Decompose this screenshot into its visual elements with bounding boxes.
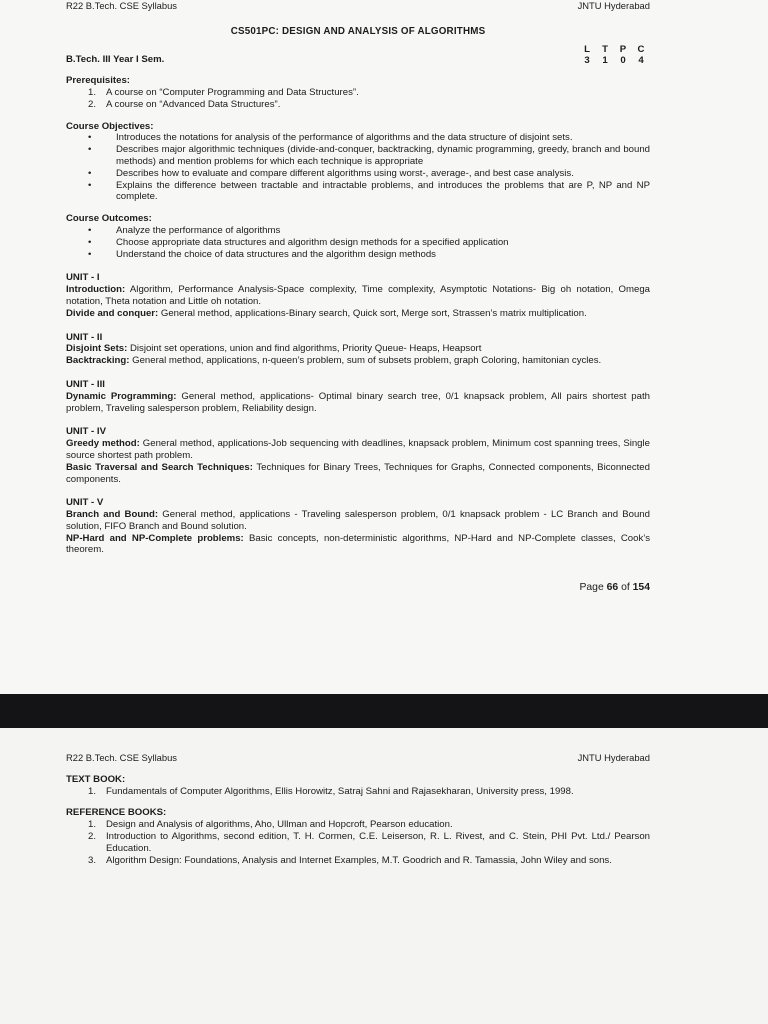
list-item: [88, 786, 650, 798]
page-number: [66, 582, 650, 594]
list-item: [88, 855, 650, 867]
unit-1-heading: UNIT - I: [66, 272, 100, 284]
header-left: R22 B.Tech. CSE Syllabus: [66, 0, 177, 11]
semester-row: [66, 44, 650, 68]
item-text: Introduces the notations for analysis of the performance of algorithms and the data structure of disjoint sets.: [116, 132, 573, 144]
semester-label: B.Tech. III Year I Sem.: [66, 53, 165, 65]
ltpc-label-l: L: [584, 43, 590, 55]
ltpc-label-t: T: [602, 43, 608, 55]
objectives-list: [88, 132, 650, 203]
ltpc-table: [578, 44, 650, 68]
unit-1-paragraph: [66, 308, 650, 320]
item-text: Algorithm Design: Foundations, Analysis and Internet Examples, M.T. Goodrich and R. Tamassia, John Wiley and sons.: [106, 854, 612, 866]
page-prefix: Page: [579, 582, 604, 594]
list-item: [88, 237, 650, 249]
item-text: Describes major algorithmic techniques (divide-and-conquer, backtracking, dynamic programming, greedy, branch and bound methods) and mention problems for which each technique is appropriate: [116, 144, 650, 167]
bullet-icon: •: [88, 224, 92, 236]
page-total: 154: [632, 582, 650, 594]
list-item: [88, 87, 650, 99]
reference-books-heading: REFERENCE BOOKS:: [66, 807, 167, 819]
topic-body: Disjoint set operations, union and find algorithms, Priority Queue- Heaps, Heapsort: [127, 343, 482, 355]
header-right: JNTU Hyderabad: [577, 0, 650, 11]
item-text: Introduction to Algorithms, second edition, T. H. Cormen, C.E. Leiserson, R. L. Rivest, and C. Stein, PHI Pvt. Ltd./ Pearson Education.: [106, 830, 650, 854]
page-of: of: [621, 582, 630, 594]
topic-body: Algorithm, Performance Analysis-Space complexity, Time complexity, Asymptotic Notations- Big oh notation, Omega notation, Theta notation and Little oh notation.: [66, 284, 650, 307]
bullet-icon: •: [88, 248, 92, 260]
topic-body: General method, applications - Traveling salesperson problem, 0/1 knapsack problem - LC Branch and Bound solution, FIFO Branch and Bound solution.: [66, 509, 650, 532]
topic-body: General method, applications-Job sequencing with deadlines, knapsack problem, Minimum cost spanning trees, Single source shortest path problem.: [66, 438, 650, 461]
topic-body: General method, applications, n-queen’s problem, sum of subsets problem, graph Coloring, hamitonian cycles.: [129, 355, 602, 367]
outcomes-heading: Course Outcomes:: [66, 213, 152, 225]
item-number: 2.: [88, 830, 97, 842]
item-text: Choose appropriate data structures and algorithm design methods for a specified application: [116, 236, 509, 248]
topic-body: Techniques for Binary Trees, Techniques for Graphs, Connected components, Biconnected components.: [66, 461, 650, 485]
unit-5-heading: UNIT - V: [66, 497, 104, 509]
page-current: 66: [606, 582, 619, 594]
topic-head: Greedy method:: [66, 438, 140, 450]
item-number: 1.: [88, 819, 97, 831]
ltpc-label-c: C: [637, 43, 645, 55]
unit-5-paragraph: [66, 533, 650, 557]
topic-body: General method, applications-Binary search, Quick sort, Merge sort, Strassen’s matrix multiplication.: [158, 307, 587, 319]
running-header: [66, 752, 650, 764]
unit-4-heading: UNIT - IV: [66, 426, 106, 438]
objectives-heading: Course Objectives:: [66, 120, 154, 132]
running-header: [66, 0, 650, 12]
unit-4-paragraph: [66, 438, 650, 462]
outcomes-list: [88, 225, 650, 260]
unit-3-heading: UNIT - III: [66, 378, 105, 390]
prerequisites-heading: Prerequisites:: [66, 75, 130, 87]
topic-head: Introduction:: [66, 284, 126, 296]
topic-head: Backtracking:: [66, 355, 130, 367]
ltpc-value-c: 4: [638, 55, 644, 67]
list-item: [88, 132, 650, 144]
list-item: [88, 831, 650, 855]
list-item: [88, 225, 650, 237]
topic-head: Branch and Bound:: [66, 509, 159, 521]
page-gap-divider: [0, 694, 768, 728]
item-number: 3.: [88, 854, 97, 866]
item-text: Fundamentals of Computer Algorithms, Ellis Horowitz, Satraj Sahni and Rajasekharan, University press, 1998.: [106, 785, 574, 797]
item-text: Analyze the performance of algorithms: [116, 224, 281, 236]
unit-4-paragraph: [66, 462, 650, 486]
topic-head: Basic Traversal and Search Techniques:: [66, 461, 253, 473]
header-right: JNTU Hyderabad: [577, 752, 650, 763]
list-item: [88, 168, 650, 180]
ltpc-value-l: 3: [584, 55, 590, 67]
topic-body: General method, applications- Optimal binary search tree, 0/1 knapsack problem, All pairs shortest path problem, Traveling salesperson problem, Reliability design.: [66, 390, 650, 414]
course-title: CS501PC: DESIGN AND ANALYSIS OF ALGORITHMS: [230, 25, 486, 37]
prerequisites-list: [88, 87, 650, 111]
item-text: Understand the choice of data structures and the algorithm design methods: [116, 248, 436, 260]
list-item: [88, 249, 650, 261]
topic-head: Disjoint Sets:: [66, 343, 128, 355]
list-item: [88, 180, 650, 204]
reference-books-list: [88, 819, 650, 866]
bullet-icon: •: [88, 144, 92, 156]
unit-2-paragraph: [66, 355, 650, 367]
bullet-icon: •: [88, 132, 92, 144]
list-item: [88, 99, 650, 111]
topic-body: Basic concepts, non-deterministic algorithms, NP-Hard and NP-Complete classes, Cook’s theorem.: [66, 532, 650, 556]
list-item: [88, 144, 650, 168]
topic-head: Dynamic Programming:: [66, 390, 177, 402]
bullet-icon: •: [88, 167, 92, 179]
unit-1-paragraph: [66, 284, 650, 308]
bullet-icon: •: [88, 179, 92, 191]
list-item: [88, 819, 650, 831]
textbook-heading: TEXT BOOK:: [66, 773, 126, 785]
bullet-icon: •: [88, 236, 92, 248]
unit-2-heading: UNIT - II: [66, 331, 103, 343]
header-left: R22 B.Tech. CSE Syllabus: [66, 752, 177, 763]
textbook-list: [88, 786, 650, 798]
unit-2-paragraph: [66, 343, 650, 355]
item-number: 2.: [88, 98, 97, 110]
item-text: A course on “Computer Programming and Data Structures”.: [106, 86, 359, 98]
item-text: A course on “Advanced Data Structures”.: [106, 98, 281, 110]
topic-head: Divide and conquer:: [66, 307, 159, 319]
ltpc-value-p: 0: [620, 55, 626, 67]
item-text: Explains the difference between tractable and intractable problems, and introduces the problems that are P, NP and NP complete.: [116, 179, 650, 203]
ltpc-value-t: 1: [602, 55, 608, 67]
unit-5-paragraph: [66, 509, 650, 533]
item-text: Design and Analysis of algorithms, Aho, Ullman and Hopcroft, Pearson education.: [106, 819, 453, 831]
item-number: 1.: [88, 785, 97, 797]
page-67-content: [66, 752, 650, 866]
item-text: Describes how to evaluate and compare different algorithms using worst-, average-, and best case analysis.: [116, 167, 574, 179]
page-66-content: [66, 0, 650, 594]
ltpc-label-p: P: [619, 43, 627, 55]
item-number: 1.: [88, 86, 97, 98]
unit-3-paragraph: [66, 391, 650, 415]
topic-head: NP-Hard and NP-Complete problems:: [66, 532, 244, 544]
